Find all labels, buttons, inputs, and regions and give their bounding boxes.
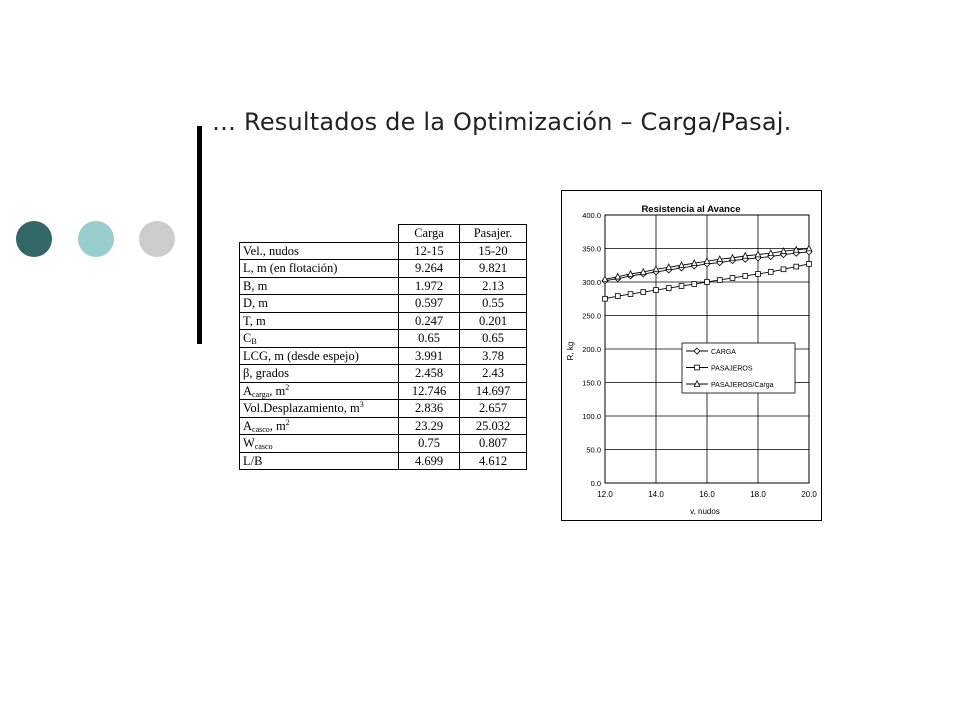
row-label: [240, 382, 399, 400]
x-tick-label: 12.0: [597, 490, 613, 499]
data-point: [603, 296, 608, 301]
y-tick-label: 200.0: [582, 345, 601, 354]
label-sup: 2: [285, 382, 290, 392]
cell-pasajer: 4.612: [460, 452, 527, 470]
cell-carga: 12-15: [399, 242, 460, 260]
cell-pasajer: 2.657: [460, 400, 527, 418]
data-point: [692, 282, 697, 287]
x-tick-label: 14.0: [648, 490, 664, 499]
data-point: [717, 278, 722, 283]
data-point: [666, 286, 671, 291]
cell-carga: 1.972: [399, 277, 460, 295]
data-point: [615, 294, 620, 299]
cell-carga: 2.836: [399, 400, 460, 418]
label-sub: casco: [254, 442, 273, 452]
label-sub: carga: [252, 389, 270, 399]
cell-pasajer: 0.65: [460, 330, 527, 348]
decor-vertical-bar: [197, 126, 202, 344]
cell-carga: 2.458: [399, 365, 460, 383]
table-row: [240, 417, 527, 435]
row-label: [240, 435, 399, 453]
row-label: T, m: [240, 312, 399, 330]
table-row: [240, 312, 527, 330]
cell-pasajer: 3.78: [460, 347, 527, 365]
label-main: C: [243, 331, 252, 346]
table-row: [240, 365, 527, 383]
table-row: [240, 277, 527, 295]
cell-carga: 0.597: [399, 295, 460, 313]
label-sub: B: [251, 337, 257, 347]
legend-label: CARGA: [711, 349, 736, 356]
y-tick-label: 350.0: [582, 244, 601, 254]
legend-label: PASAJEROS: [711, 365, 753, 373]
x-tick-label: 16.0: [699, 490, 715, 499]
label-main: A: [243, 418, 253, 433]
data-point: [768, 270, 773, 275]
row-label: LCG, m (desde espejo): [240, 347, 399, 365]
resistance-chart: [561, 190, 822, 521]
decor-dot-teal: [78, 221, 114, 257]
decor-dot-dark: [16, 221, 52, 257]
x-axis-label: v, nudos: [690, 507, 720, 516]
data-point: [654, 288, 659, 293]
cell-carga: 12.746: [399, 382, 460, 400]
data-point: [743, 274, 748, 279]
cell-pasajer: 15-20: [460, 242, 527, 260]
header-carga: Carga: [399, 225, 460, 243]
table-row: [240, 382, 527, 400]
chart-title: Resistencia al Avance: [641, 204, 741, 215]
x-tick-label: 18.0: [750, 490, 766, 499]
label-sup: 3: [359, 400, 364, 410]
label-rest: , m: [269, 383, 286, 398]
data-point: [730, 276, 735, 281]
table-row: [240, 242, 527, 260]
row-label: β, grados: [240, 365, 399, 383]
data-point: [705, 280, 710, 285]
header-pasajer: Pasajer.: [460, 225, 527, 243]
cell-pasajer: 0.807: [460, 435, 527, 453]
cell-pasajer: 2.43: [460, 365, 527, 383]
y-axis-label: R, kg: [566, 341, 575, 361]
parameters-table: [239, 224, 527, 470]
cell-pasajer: 0.55: [460, 295, 527, 313]
legend-label: PASAJEROS/Carga: [711, 382, 774, 389]
row-label: [240, 330, 399, 348]
row-label: L/B: [240, 452, 399, 470]
row-label: Vel., nudos: [240, 242, 399, 260]
data-point: [781, 267, 786, 272]
label-sub: casco: [252, 424, 270, 434]
table-row: [240, 347, 527, 365]
cell-pasajer: 25.032: [460, 417, 527, 435]
table-row: [240, 400, 527, 418]
cell-carga: 0.75: [399, 435, 460, 453]
cell-carga: 4.699: [399, 452, 460, 470]
x-tick-label: 20.0: [801, 490, 817, 499]
header-blank: [240, 225, 399, 243]
cell-pasajer: 0.201: [460, 312, 527, 330]
y-tick-label: 150.0: [582, 378, 601, 388]
cell-carga: 3.991: [399, 347, 460, 365]
row-label: D, m: [240, 295, 399, 313]
label-rest: , m: [269, 418, 286, 433]
y-tick-label: 400.0: [582, 211, 601, 220]
y-tick-label: 250.0: [582, 311, 601, 321]
data-point: [807, 262, 812, 267]
label-main: A: [243, 383, 253, 398]
cell-pasajer: 9.821: [460, 260, 527, 278]
chart-legend: [682, 343, 795, 393]
table-row: [240, 295, 527, 313]
y-tick-label: 0.0: [590, 479, 601, 488]
cell-pasajer: 14.697: [460, 382, 527, 400]
cell-carga: 0.65: [399, 330, 460, 348]
decor-dot-gray: [139, 221, 175, 257]
data-point: [628, 292, 633, 297]
y-tick-label: 100.0: [582, 412, 601, 421]
cell-carga: 9.264: [399, 260, 460, 278]
data-point: [756, 272, 761, 277]
y-tick-label: 50.0: [586, 445, 601, 455]
row-label: B, m: [240, 277, 399, 295]
data-point: [794, 264, 799, 269]
legend-marker: [695, 365, 700, 370]
table-row: [240, 260, 527, 278]
cell-carga: 0.247: [399, 312, 460, 330]
slide-title: … Resultados de la Optimización – Carga/Pasaj.: [212, 108, 792, 136]
y-tick-label: 300.0: [582, 278, 601, 287]
label-main: W: [243, 436, 255, 451]
row-label: [240, 417, 399, 435]
table-row: [240, 452, 527, 470]
table-row: [240, 435, 527, 453]
cell-pasajer: 2.13: [460, 277, 527, 295]
chart-svg: [562, 191, 821, 520]
row-label: L, m (en flotación): [240, 260, 399, 278]
label-main: Vol.Desplazamiento, m: [243, 401, 360, 416]
data-point: [641, 290, 646, 295]
data-point: [679, 284, 684, 289]
row-label: [240, 400, 399, 418]
cell-carga: 23.29: [399, 417, 460, 435]
table-header-row: [240, 225, 527, 243]
table-row: [240, 330, 527, 348]
label-sup: 2: [285, 417, 290, 427]
